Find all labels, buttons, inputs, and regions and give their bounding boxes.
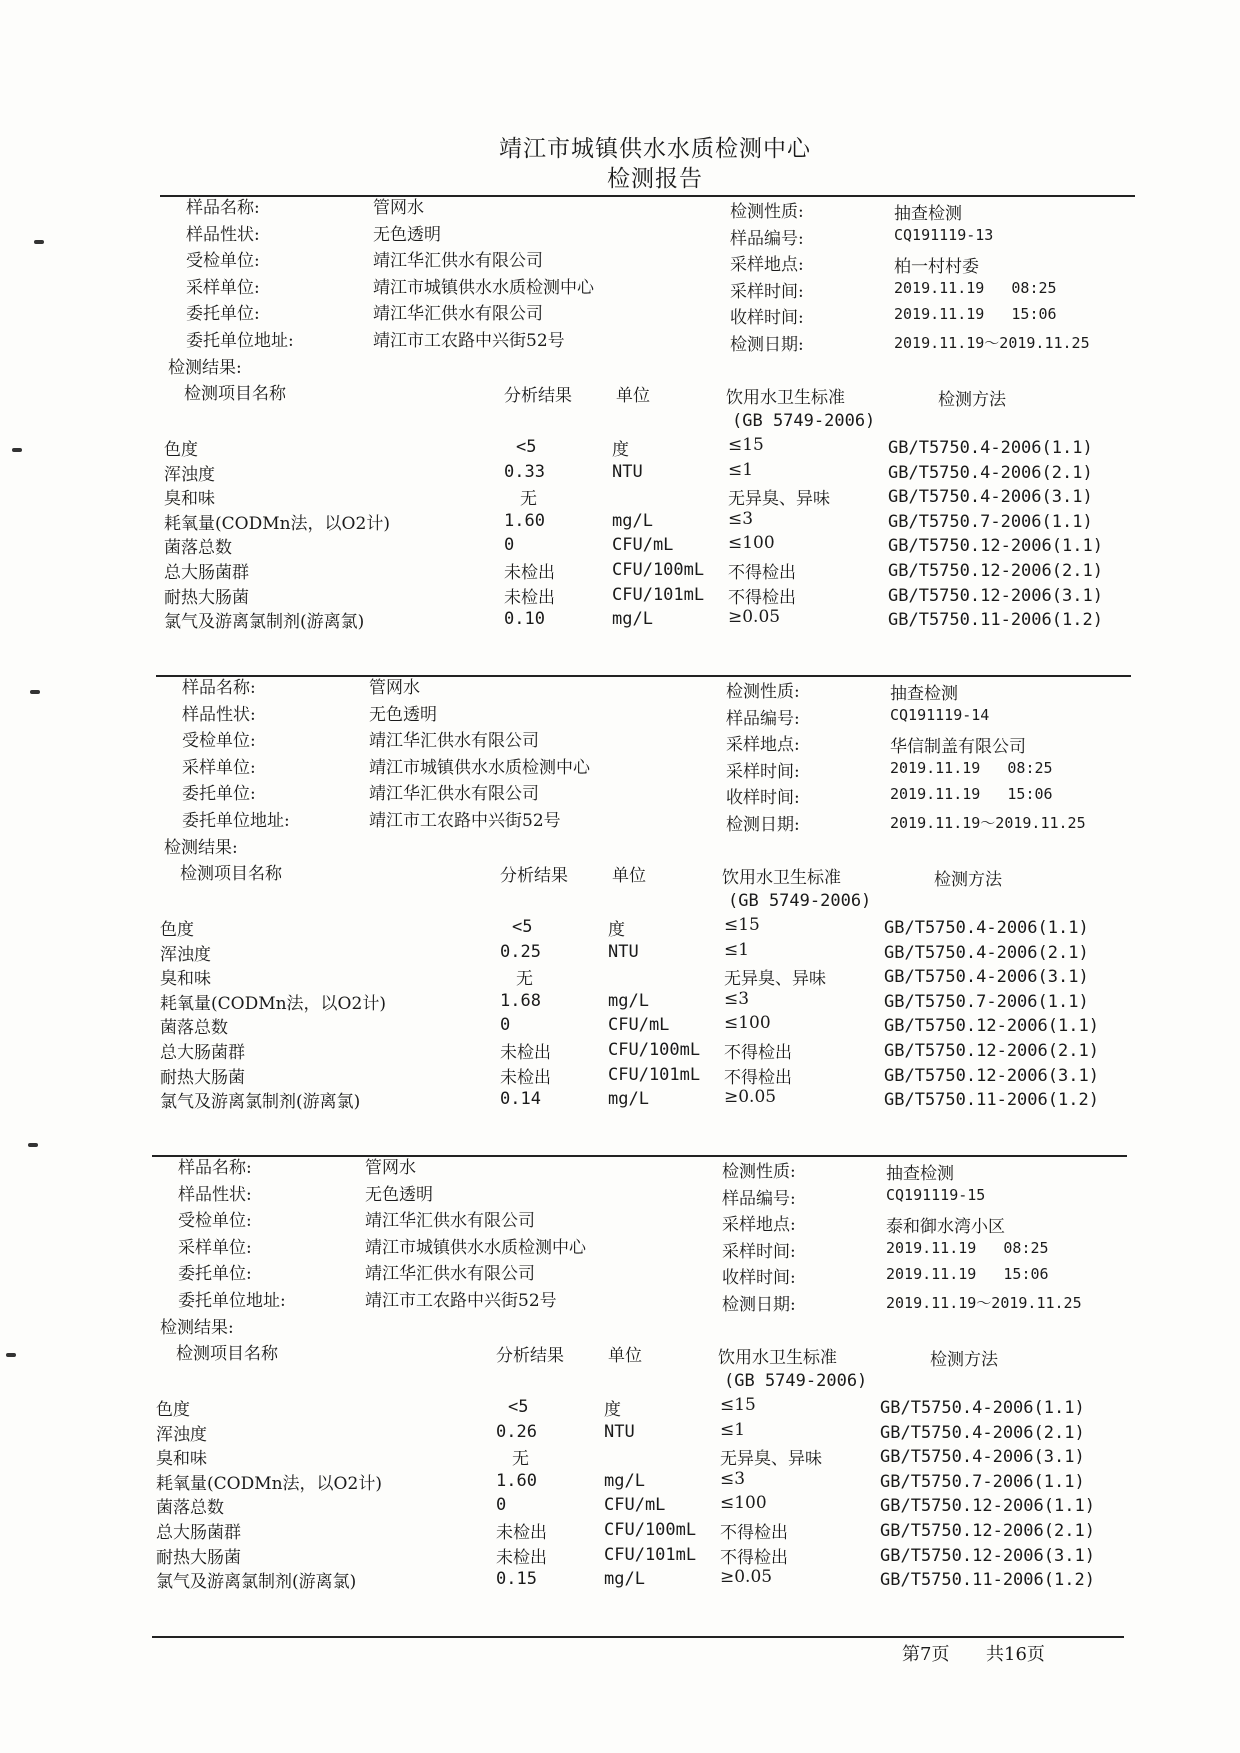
unit-value: mg/L	[604, 1569, 645, 1590]
result-value: 无	[516, 969, 533, 990]
standard-value: 无异臭、异味	[720, 1449, 822, 1470]
result-value: 无	[512, 1449, 529, 1470]
label-inspected-unit: 受检单位:	[178, 1211, 252, 1231]
value-sampling-site: 泰和御水湾小区	[886, 1217, 1005, 1237]
column-header-unit: 单位	[616, 386, 650, 406]
item-name: 耗氧量(CODMn法，以O2计)	[160, 993, 386, 1014]
column-header-result: 分析结果	[500, 866, 568, 886]
result-value: 0.26	[496, 1421, 537, 1442]
value-sample-state: 无色透明	[369, 704, 437, 725]
standard-value: ≤15	[720, 1395, 756, 1415]
value-sampling-time: 2019.11.19 08:25	[894, 278, 1057, 297]
label-sample-name: 样品名称:	[186, 198, 260, 218]
label-sampling-site: 采样地点:	[730, 255, 804, 275]
section-rule	[160, 195, 1135, 197]
method-value: GB/T5750.12-2006(3.1)	[884, 1065, 1099, 1086]
item-name: 色度	[164, 440, 198, 460]
page-total: 共16页	[986, 1644, 1045, 1665]
item-name: 浑浊度	[156, 1424, 207, 1445]
label-client-unit: 委托单位:	[186, 304, 260, 324]
standard-value: ≤1	[728, 459, 754, 480]
label-sample-state: 样品性状:	[182, 704, 256, 725]
result-value: 未检出	[496, 1547, 547, 1568]
table-row	[160, 484, 1135, 509]
value-client-address: 靖江市工农路中兴街52号	[369, 810, 561, 831]
standard-value: ≥0.05	[724, 1087, 777, 1108]
method-value: GB/T5750.4-2006(2.1)	[884, 942, 1089, 963]
result-value: 1.60	[496, 1470, 537, 1491]
result-value: 0	[500, 1015, 511, 1036]
table-row	[160, 509, 1135, 534]
standard-value: ≤100	[720, 1493, 767, 1514]
table-row	[152, 1493, 1127, 1518]
section-rule	[152, 1155, 1127, 1157]
method-value: GB/T5750.12-2006(1.1)	[888, 536, 1103, 557]
column-header-standard-code: (GB 5749-2006)	[724, 1371, 868, 1391]
table-row	[156, 1087, 1131, 1112]
results-heading: 检测结果:	[160, 1318, 234, 1338]
item-name: 色度	[156, 1400, 190, 1420]
value-test-nature: 抽查检测	[890, 684, 958, 704]
label-sampling-time: 采样时间:	[726, 761, 800, 782]
result-value: <5	[508, 1397, 529, 1417]
result-value: 0.25	[500, 941, 541, 962]
value-receive-time: 2019.11.19 15:06	[894, 305, 1057, 323]
table-row	[160, 583, 1135, 608]
result-value: 0.15	[496, 1569, 537, 1590]
label-client-address: 委托单位地址:	[186, 330, 294, 351]
item-name: 浑浊度	[160, 944, 211, 965]
standard-value: ≤15	[724, 915, 760, 935]
table-row	[160, 435, 1135, 460]
table-row	[160, 533, 1135, 558]
label-client-address: 委托单位地址:	[178, 1290, 286, 1311]
column-header-standard-code: (GB 5749-2006)	[732, 411, 876, 431]
item-name: 色度	[160, 920, 194, 940]
value-sampling-unit: 靖江市城镇供水水质检测中心	[369, 757, 590, 778]
unit-value: CFU/101mL	[608, 1064, 701, 1085]
label-sample-name: 样品名称:	[178, 1158, 252, 1178]
standard-value: ≤1	[720, 1419, 746, 1440]
column-header-method: 检测方法	[938, 390, 1006, 410]
column-header-standard: 饮用水卫生标准	[722, 868, 841, 888]
unit-value: mg/L	[604, 1470, 645, 1491]
label-client-unit: 委托单位:	[182, 784, 256, 804]
value-sampling-unit: 靖江市城镇供水水质检测中心	[365, 1237, 586, 1258]
table-row	[152, 1518, 1127, 1543]
method-value: GB/T5750.11-2006(1.2)	[888, 610, 1103, 631]
punch-hole-mark	[12, 448, 22, 452]
standard-value: 不得检出	[720, 1547, 788, 1568]
result-value: 未检出	[500, 1043, 551, 1063]
method-value: GB/T5750.12-2006(2.1)	[880, 1521, 1095, 1541]
label-sampling-site: 采样地点:	[726, 735, 800, 755]
method-value: GB/T5750.7-2006(1.1)	[884, 991, 1089, 1012]
item-name: 总大肠菌群	[156, 1523, 241, 1543]
column-header-item: 检测项目名称	[184, 384, 286, 404]
standard-value: 无异臭、异味	[724, 969, 826, 990]
label-sample-name: 样品名称:	[182, 678, 256, 698]
standard-value: 无异臭、异味	[728, 489, 830, 510]
standard-value: 不得检出	[720, 1523, 788, 1543]
table-row	[152, 1444, 1127, 1469]
table-row	[156, 940, 1131, 965]
standard-value: ≤100	[724, 1013, 771, 1034]
item-name: 氯气及游离氯制剂(游离氯)	[160, 1092, 361, 1113]
value-inspected-unit: 靖江华汇供水有限公司	[369, 731, 539, 751]
unit-value: mg/L	[612, 609, 653, 630]
table-row	[156, 915, 1131, 940]
item-name: 菌落总数	[164, 538, 232, 559]
value-sample-state: 无色透明	[373, 224, 441, 245]
standard-value: 不得检出	[728, 587, 796, 608]
value-sampling-time: 2019.11.19 08:25	[886, 1238, 1049, 1257]
value-test-nature: 抽查检测	[894, 204, 962, 224]
standard-value: ≤3	[728, 508, 754, 529]
result-value: 未检出	[504, 563, 555, 583]
table-row	[156, 1063, 1131, 1088]
value-test-nature: 抽查检测	[886, 1164, 954, 1184]
results-heading: 检测结果:	[168, 358, 242, 378]
result-value: 0	[496, 1495, 507, 1516]
method-value: GB/T5750.4-2006(3.1)	[880, 1447, 1085, 1468]
item-name: 氯气及游离氯制剂(游离氯)	[156, 1572, 357, 1593]
result-value: 未检出	[496, 1523, 547, 1543]
column-header-item: 检测项目名称	[176, 1344, 278, 1364]
table-row	[156, 964, 1131, 989]
result-value: 0.33	[504, 461, 545, 482]
column-header-method: 检测方法	[930, 1350, 998, 1370]
sample-section	[152, 1155, 1152, 1593]
value-sample-name: 管网水	[369, 678, 420, 698]
standard-value: ≤1	[724, 939, 750, 960]
value-client-unit: 靖江华汇供水有限公司	[373, 304, 543, 324]
column-header-standard: 饮用水卫生标准	[726, 388, 845, 408]
item-name: 臭和味	[164, 489, 215, 510]
method-value: GB/T5750.4-2006(2.1)	[880, 1422, 1085, 1443]
method-value: GB/T5750.7-2006(1.1)	[880, 1471, 1085, 1492]
unit-value: mg/L	[612, 510, 653, 531]
result-value: 0	[504, 535, 515, 556]
label-client-address: 委托单位地址:	[182, 810, 290, 831]
unit-value: NTU	[604, 1421, 635, 1442]
method-value: GB/T5750.12-2006(1.1)	[880, 1496, 1095, 1517]
item-name: 耗氧量(CODMn法，以O2计)	[164, 513, 390, 534]
value-sample-no: CQ191119-14	[890, 705, 990, 724]
unit-value: CFU/100mL	[608, 1040, 701, 1060]
table-row	[152, 1567, 1127, 1592]
label-test-nature: 检测性质:	[722, 1162, 796, 1182]
value-sampling-unit: 靖江市城镇供水水质检测中心	[373, 277, 594, 298]
unit-value: CFU/101mL	[612, 584, 705, 605]
method-value: GB/T5750.4-2006(2.1)	[888, 462, 1093, 483]
value-client-unit: 靖江华汇供水有限公司	[365, 1264, 535, 1284]
item-name: 氯气及游离氯制剂(游离氯)	[164, 612, 365, 633]
standard-value: ≤15	[728, 435, 764, 455]
page-number: 第7页	[902, 1644, 950, 1665]
value-sample-state: 无色透明	[365, 1184, 433, 1205]
value-client-unit: 靖江华汇供水有限公司	[369, 784, 539, 804]
label-sampling-unit: 采样单位:	[178, 1237, 252, 1258]
unit-value: CFU/101mL	[604, 1544, 697, 1565]
method-value: GB/T5750.12-2006(2.1)	[888, 561, 1103, 581]
method-value: GB/T5750.4-2006(3.1)	[888, 487, 1093, 508]
value-sample-no: CQ191119-13	[894, 225, 994, 244]
punch-hole-mark	[28, 1143, 38, 1147]
label-sampling-unit: 采样单位:	[186, 277, 260, 298]
method-value: GB/T5750.11-2006(1.2)	[884, 1090, 1099, 1111]
label-client-unit: 委托单位:	[178, 1264, 252, 1284]
standard-value: 不得检出	[724, 1067, 792, 1088]
unit-value: mg/L	[608, 990, 649, 1011]
results-heading: 检测结果:	[164, 838, 238, 858]
value-receive-time: 2019.11.19 15:06	[890, 785, 1053, 803]
unit-value: CFU/100mL	[604, 1520, 697, 1540]
table-row	[152, 1395, 1127, 1420]
unit-value: 度	[604, 1400, 621, 1420]
table-row	[160, 460, 1135, 485]
unit-value: 度	[608, 920, 625, 940]
label-receive-time: 收样时间:	[730, 308, 804, 328]
value-client-address: 靖江市工农路中兴街52号	[365, 1290, 557, 1311]
item-name: 耐热大肠菌	[156, 1547, 241, 1568]
table-row	[156, 1013, 1131, 1038]
item-name: 臭和味	[156, 1449, 207, 1470]
value-sampling-site: 柏一村村委	[894, 257, 979, 277]
report-title: 检测报告	[607, 166, 703, 192]
item-name: 总大肠菌群	[164, 563, 249, 583]
table-row	[152, 1543, 1127, 1568]
column-header-standard-code: (GB 5749-2006)	[728, 891, 872, 911]
result-value: 1.60	[504, 510, 545, 531]
column-header-item: 检测项目名称	[180, 864, 282, 884]
method-value: GB/T5750.4-2006(1.1)	[880, 1398, 1085, 1418]
label-sample-no: 样品编号:	[730, 228, 804, 249]
unit-value: CFU/mL	[604, 1495, 666, 1516]
unit-value: CFU/100mL	[612, 560, 705, 580]
punch-hole-mark	[30, 690, 40, 694]
method-value: GB/T5750.4-2006(3.1)	[884, 967, 1089, 988]
column-header-unit: 单位	[612, 866, 646, 886]
unit-value: CFU/mL	[608, 1015, 670, 1036]
value-test-date: 2019.11.19～2019.11.25	[886, 1293, 1082, 1312]
result-value: <5	[512, 917, 533, 937]
punch-hole-mark	[34, 240, 44, 244]
table-row	[156, 1038, 1131, 1063]
column-header-result: 分析结果	[496, 1346, 564, 1366]
method-value: GB/T5750.12-2006(3.1)	[880, 1545, 1095, 1566]
unit-value: NTU	[608, 941, 639, 962]
table-row	[160, 558, 1135, 583]
value-inspected-unit: 靖江华汇供水有限公司	[373, 251, 543, 271]
method-value: GB/T5750.7-2006(1.1)	[888, 511, 1093, 532]
item-name: 菌落总数	[156, 1498, 224, 1519]
label-receive-time: 收样时间:	[722, 1268, 796, 1288]
footer-rule	[152, 1636, 1124, 1638]
item-name: 浑浊度	[164, 464, 215, 485]
standard-value: ≥0.05	[728, 607, 781, 628]
sample-section	[160, 195, 1160, 633]
table-row	[152, 1469, 1127, 1494]
label-sample-state: 样品性状:	[178, 1184, 252, 1205]
label-test-date: 检测日期:	[722, 1294, 796, 1315]
label-sample-no: 样品编号:	[726, 708, 800, 729]
result-value: <5	[516, 437, 537, 457]
column-header-method: 检测方法	[934, 870, 1002, 890]
label-sample-no: 样品编号:	[722, 1188, 796, 1209]
standard-value: ≤3	[720, 1468, 746, 1489]
result-value: 未检出	[504, 587, 555, 608]
item-name: 耐热大肠菌	[164, 587, 249, 608]
item-name: 总大肠菌群	[160, 1043, 245, 1063]
method-value: GB/T5750.12-2006(3.1)	[888, 585, 1103, 606]
unit-value: 度	[612, 440, 629, 460]
standard-value: 不得检出	[728, 563, 796, 583]
result-value: 未检出	[500, 1067, 551, 1088]
table-row	[160, 607, 1135, 632]
table-row	[156, 989, 1131, 1014]
column-header-unit: 单位	[608, 1346, 642, 1366]
unit-value: NTU	[612, 461, 643, 482]
column-header-result: 分析结果	[504, 386, 572, 406]
item-name: 耗氧量(CODMn法，以O2计)	[156, 1473, 382, 1494]
value-receive-time: 2019.11.19 15:06	[886, 1265, 1049, 1283]
column-header-standard: 饮用水卫生标准	[718, 1348, 837, 1368]
label-inspected-unit: 受检单位:	[182, 731, 256, 751]
value-test-date: 2019.11.19～2019.11.25	[890, 813, 1086, 832]
value-sampling-time: 2019.11.19 08:25	[890, 758, 1053, 777]
sample-section	[156, 675, 1156, 1113]
label-test-date: 检测日期:	[730, 334, 804, 355]
result-value: 0.10	[504, 609, 545, 630]
label-sampling-unit: 采样单位:	[182, 757, 256, 778]
standard-value: 不得检出	[724, 1043, 792, 1063]
method-value: GB/T5750.12-2006(1.1)	[884, 1016, 1099, 1037]
value-test-date: 2019.11.19～2019.11.25	[894, 333, 1090, 352]
org-title: 靖江市城镇供水水质检测中心	[499, 136, 811, 162]
item-name: 菌落总数	[160, 1018, 228, 1039]
section-rule	[156, 675, 1131, 677]
value-sample-name: 管网水	[365, 1158, 416, 1178]
standard-value: ≤3	[724, 988, 750, 1009]
value-inspected-unit: 靖江华汇供水有限公司	[365, 1211, 535, 1231]
label-sampling-site: 采样地点:	[722, 1215, 796, 1235]
method-value: GB/T5750.4-2006(1.1)	[884, 918, 1089, 938]
label-inspected-unit: 受检单位:	[186, 251, 260, 271]
unit-value: mg/L	[608, 1089, 649, 1110]
standard-value: ≥0.05	[720, 1567, 773, 1588]
value-sample-name: 管网水	[373, 198, 424, 218]
table-row	[152, 1420, 1127, 1445]
method-value: GB/T5750.11-2006(1.2)	[880, 1570, 1095, 1591]
value-sampling-site: 华信制盖有限公司	[890, 737, 1026, 757]
unit-value: CFU/mL	[612, 535, 674, 556]
label-test-nature: 检测性质:	[726, 682, 800, 702]
item-name: 耐热大肠菌	[160, 1067, 245, 1088]
item-name: 臭和味	[160, 969, 211, 990]
label-test-nature: 检测性质:	[730, 202, 804, 222]
value-client-address: 靖江市工农路中兴街52号	[373, 330, 565, 351]
label-test-date: 检测日期:	[726, 814, 800, 835]
result-value: 无	[520, 489, 537, 510]
standard-value: ≤100	[728, 533, 775, 554]
punch-hole-mark	[6, 1353, 16, 1357]
label-sampling-time: 采样时间:	[722, 1241, 796, 1262]
result-value: 0.14	[500, 1089, 541, 1110]
result-value: 1.68	[500, 990, 541, 1011]
label-sampling-time: 采样时间:	[730, 281, 804, 302]
method-value: GB/T5750.12-2006(2.1)	[884, 1041, 1099, 1061]
label-sample-state: 样品性状:	[186, 224, 260, 245]
value-sample-no: CQ191119-15	[886, 1185, 986, 1204]
method-value: GB/T5750.4-2006(1.1)	[888, 438, 1093, 458]
label-receive-time: 收样时间:	[726, 788, 800, 808]
